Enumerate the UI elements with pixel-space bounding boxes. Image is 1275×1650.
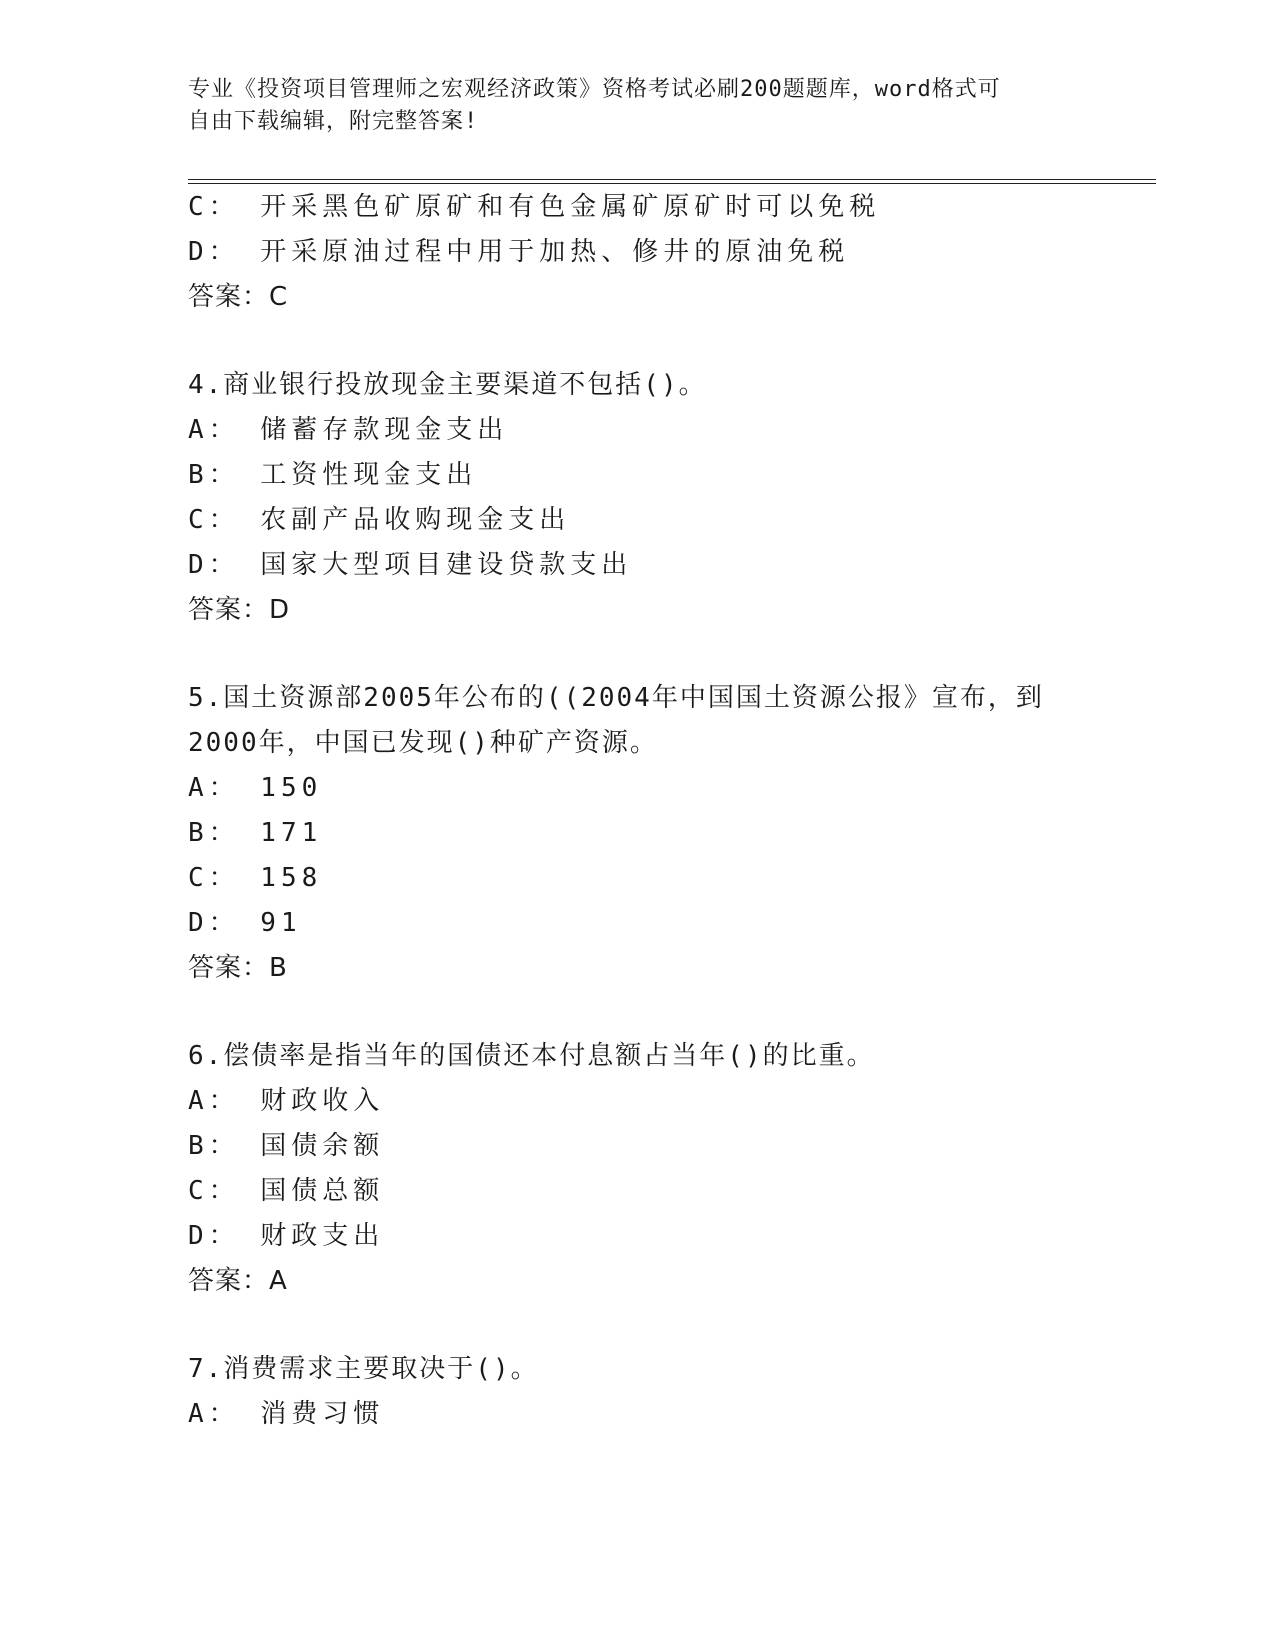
option-line: D： 财政支出 <box>188 1221 385 1251</box>
option-line: B： 国债余额 <box>188 1131 385 1161</box>
option-line: D： 91 <box>188 908 302 938</box>
option-line: A： 储蓄存款现金支出 <box>188 415 509 445</box>
header-divider-top <box>188 179 1156 180</box>
option-line: A： 消费习惯 <box>188 1399 385 1429</box>
question-line: 2000年，中国已发现()种矿产资源。 <box>188 728 658 758</box>
question-line: 5.国土资源部2005年公布的((2004年中国国土资源公报》宣布，到 <box>188 683 1044 713</box>
answer-line: 答案：C <box>188 282 289 312</box>
answer-line: 答案：B <box>188 953 288 983</box>
answer-line: 答案：A <box>188 1266 288 1296</box>
option-line: D： 国家大型项目建设贷款支出 <box>188 550 633 580</box>
document-header <box>188 74 1088 138</box>
question-line: 4.商业银行投放现金主要渠道不包括()。 <box>188 370 707 400</box>
option-line: C： 158 <box>188 863 323 893</box>
header-line-2: 自由下载编辑，附完整答案! <box>188 109 479 134</box>
option-line: C： 国债总额 <box>188 1176 385 1206</box>
option-line: A： 150 <box>188 773 323 803</box>
question-line: 7.消费需求主要取决于()。 <box>188 1354 539 1384</box>
option-line: B： 171 <box>188 818 323 848</box>
header-divider-bottom <box>188 183 1156 184</box>
answer-line: 答案：D <box>188 595 291 625</box>
option-line: C： 开采黑色矿原矿和有色金属矿原矿时可以免税 <box>188 192 881 222</box>
header-line-1: 专业《投资项目管理师之宏观经济政策》资格考试必刷200题题库，word格式可 <box>188 77 1001 102</box>
option-line: C： 农副产品收购现金支出 <box>188 505 571 535</box>
option-line: A： 财政收入 <box>188 1086 385 1116</box>
question-line: 6.偿债率是指当年的国债还本付息额占当年()的比重。 <box>188 1041 875 1071</box>
option-line: D： 开采原油过程中用于加热、修井的原油免税 <box>188 237 850 267</box>
option-line: B： 工资性现金支出 <box>188 460 478 490</box>
